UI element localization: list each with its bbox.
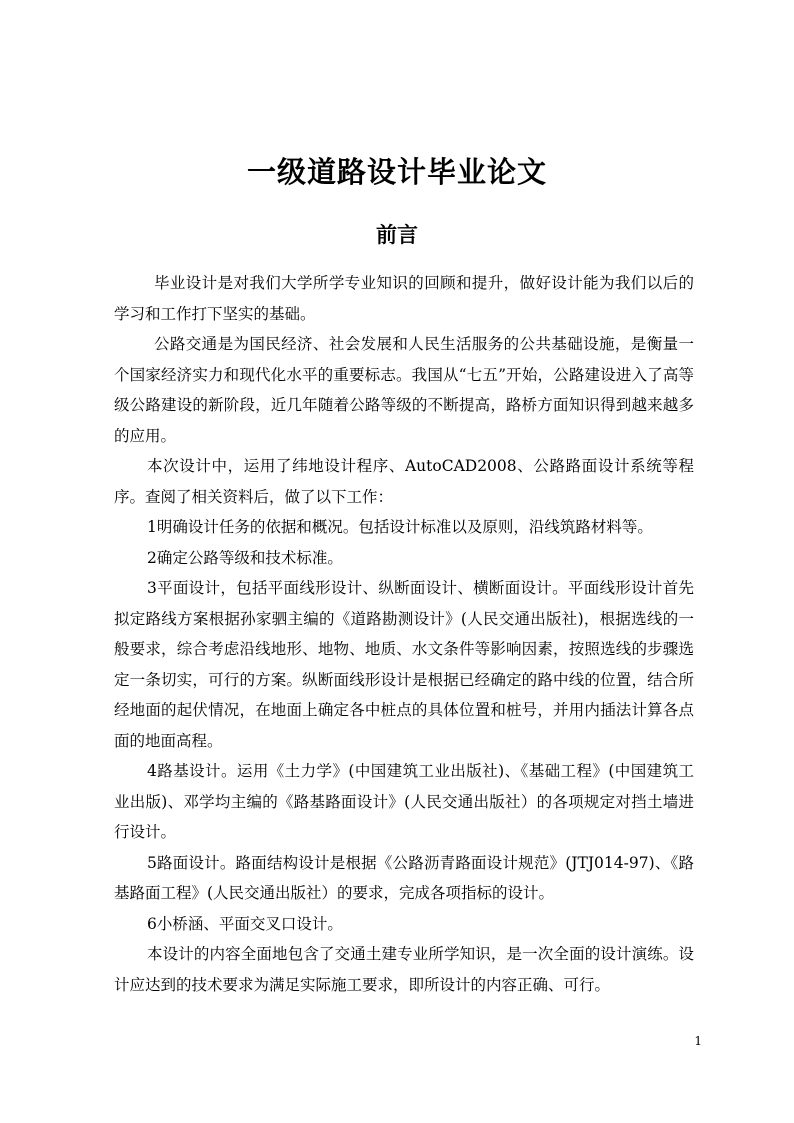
list-item: 2确定公路等级和技术标准。: [147, 548, 343, 567]
paragraph: 毕业设计是对我们大学所学专业知识的回顾和提升，做好设计能为我们以后的学习和工作打下坚实的基础。: [114, 274, 694, 323]
page-number: 1: [694, 1034, 702, 1048]
paragraph: 本设计的内容全面地包含了交通土建专业所学知识，是一次全面的设计演练。设计应达到的技术要求为满足实际施工要求，即所设计的内容正确、可行。: [114, 945, 694, 994]
list-item: 4路基设计。运用《土力学》(中国建筑工业出版社)、《基础工程》(中国建筑工业出版)、邓学均主编的《路基路面设计》(人民交通出版社）的各项规定对挡土墙进行设计。: [114, 762, 694, 841]
list-item: 5路面设计。路面结构设计是根据《公路沥青路面设计规范》(JTJ014-97)、《路基路面工程》(人民交通出版社）的要求，完成各项指标的设计。: [114, 853, 694, 902]
section-heading: 前言: [376, 223, 418, 247]
list-item: 6小桥涵、平面交叉口设计。: [147, 914, 343, 933]
list-item: 1明确设计任务的依据和概况。包括设计标准以及原则，沿线筑路材料等。: [147, 518, 653, 536]
paragraph: 公路交通是为国民经济、社会发展和人民生活服务的公共基础设施，是衡量一个国家经济实力和现代化水平的重要标志。我国从“七五”开始，公路建设进入了高等级公路建设的新阶段，近几年随着公路等级的不断提高，路桥方面知识得到越来越多的应用。: [114, 335, 694, 445]
document-body: [114, 268, 694, 1000]
list-item: 3平面设计，包括平面线形设计、纵断面设计、横断面设计。平面线形设计首先拟定路线方案根据孙家驷主编的《道路勘测设计》(人民交通出版社)，根据选线的一般要求，综合考虑沿线地形、地物、地质、水文条件等影响因素，按照选线的步骤选定一条切实，可行的方案。纵断面线形设计是根据已经确定的路中线的位置，结合所经地面的起伏情况，在地面上确定各中桩点的具体位置和桩号，并用内插法计算各点面的地面高程。: [114, 579, 694, 750]
paragraph: 本次设计中，运用了纬地设计程序、AutoCAD2008、公路路面设计系统等程序。查阅了相关资料后，做了以下工作：: [114, 457, 694, 506]
document-title: 一级道路设计毕业论文: [246, 155, 547, 189]
